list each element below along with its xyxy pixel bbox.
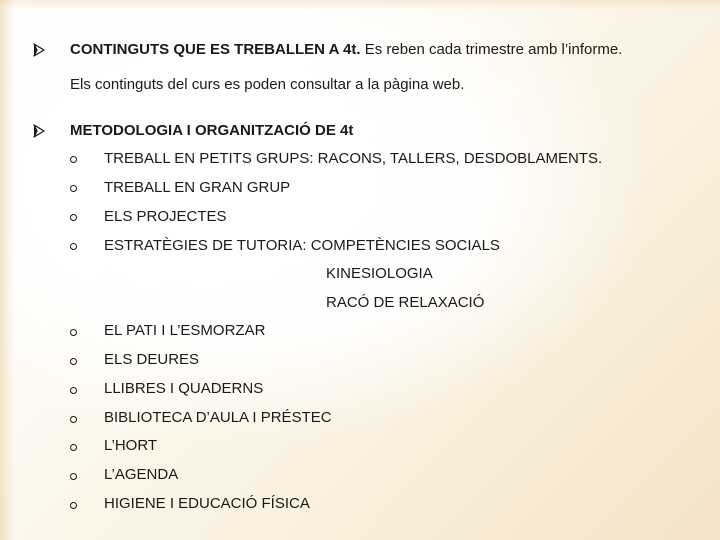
list-item: EL PATI I L’ESMORZAR <box>104 322 266 339</box>
slide-top-edge-decoration <box>0 0 720 10</box>
sub-list-item: RACÓ DE RELAXACIÓ <box>326 294 485 311</box>
circle-bullet-icon <box>70 243 77 250</box>
circle-bullet-icon <box>70 387 77 394</box>
list-item: ELS PROJECTES <box>104 208 227 225</box>
circle-bullet-icon <box>70 156 77 163</box>
list-item: HIGIENE I EDUCACIÓ FÍSICA <box>104 495 310 512</box>
list-item: L’AGENDA <box>104 466 179 483</box>
circle-bullet-icon <box>70 185 77 192</box>
list-item: TREBALL EN GRAN GRUP <box>104 179 291 196</box>
sub-list-item: KINESIOLOGIA <box>326 265 433 282</box>
list-item: ELS DEURES <box>104 351 200 368</box>
circle-bullet-icon <box>70 329 77 336</box>
circle-bullet-icon <box>70 358 77 365</box>
section2-heading: METODOLOGIA I ORGANITZACIÓ DE 4t <box>70 122 354 139</box>
list-item: ESTRATÈGIES DE TUTORIA: COMPETÈNCIES SOCIALS <box>104 237 500 254</box>
circle-bullet-icon <box>70 416 77 423</box>
list-item: L’HORT <box>104 437 158 454</box>
section1-heading: CONTINGUTS QUE ES TREBALLEN A 4t. <box>70 41 361 58</box>
arrow-bullet-icon <box>33 43 45 57</box>
slide-left-edge-decoration <box>0 0 14 540</box>
list-item: TREBALL EN PETITS GRUPS: RACONS, TALLERS, DESDOBLAMENTS. <box>104 150 603 167</box>
circle-bullet-icon <box>70 214 77 221</box>
circle-bullet-icon <box>70 502 77 509</box>
section1-line1 <box>70 41 622 59</box>
arrow-bullet-icon <box>33 124 45 138</box>
list-item: LLIBRES I QUADERNS <box>104 380 264 397</box>
list-item: BIBLIOTECA D’AULA I PRÉSTEC <box>104 409 332 426</box>
circle-bullet-icon <box>70 444 77 451</box>
section1-text: Es reben cada trimestre amb l’informe. <box>360 41 623 58</box>
section1-line2: Els continguts del curs es poden consultar a la pàgina web. <box>70 76 465 93</box>
circle-bullet-icon <box>70 473 77 480</box>
